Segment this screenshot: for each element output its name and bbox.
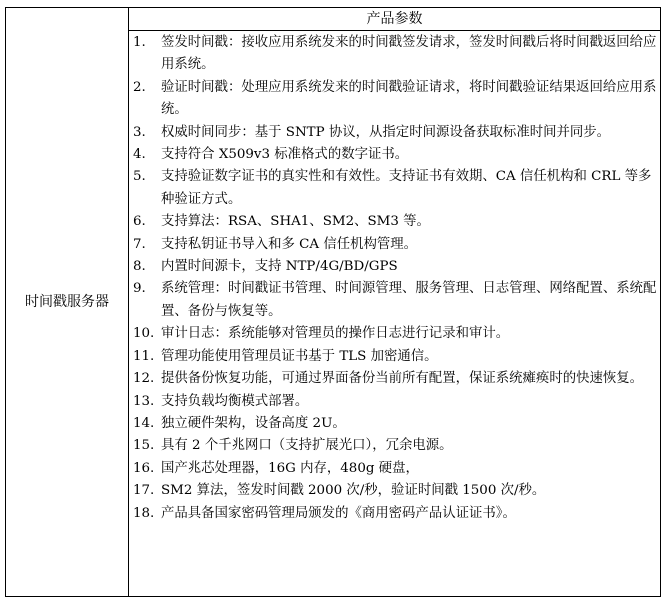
param-text: 支持负载均衡模式部署。 bbox=[161, 393, 309, 409]
param-number: 13. bbox=[133, 393, 155, 409]
param-list bbox=[133, 32, 658, 525]
param-number: 16. bbox=[133, 460, 155, 476]
param-text: 内置时间源卡，支持 NTP/4G/BD/GPS bbox=[161, 259, 398, 275]
param-item bbox=[133, 391, 658, 413]
param-item bbox=[133, 234, 658, 256]
param-number: 10. bbox=[133, 326, 155, 342]
param-number: 6. bbox=[133, 214, 146, 230]
param-item bbox=[133, 166, 658, 211]
param-text: 管理功能使用管理员证书基于 TLS 加密通信。 bbox=[161, 348, 438, 364]
param-text: 国产兆芯处理器，16G 内存，480g 硬盘， bbox=[161, 460, 419, 476]
param-text: 审计日志：系统能够对管理员的操作日志进行记录和审计。 bbox=[161, 326, 510, 342]
spec-table bbox=[5, 7, 661, 597]
param-number: 11. bbox=[133, 348, 155, 364]
param-item bbox=[133, 77, 658, 122]
param-text: 权威时间同步：基于 SNTP 协议，从指定时间源设备获取标准时间并同步。 bbox=[161, 124, 611, 140]
param-item bbox=[133, 211, 658, 233]
param-number: 9. bbox=[133, 281, 146, 297]
param-number: 3. bbox=[133, 124, 146, 140]
param-number: 14. bbox=[133, 415, 155, 431]
param-item bbox=[133, 435, 658, 457]
param-text: 支持私钥证书导入和多 CA 信任机构管理。 bbox=[161, 236, 418, 252]
params-header: 产品参数 bbox=[366, 11, 423, 27]
param-item bbox=[133, 278, 658, 323]
param-text: 提供备份恢复功能，可通过界面备份当前所有配置，保证系统瘫痪时的快速恢复。 bbox=[161, 371, 644, 387]
param-text: 支持算法：RSA、SHA1、SM2、SM3 等。 bbox=[161, 214, 430, 230]
param-item bbox=[133, 144, 658, 166]
product-name: 时间戳服务器 bbox=[25, 294, 109, 310]
header-row bbox=[6, 8, 661, 31]
param-number: 15. bbox=[133, 438, 155, 454]
param-item bbox=[133, 32, 658, 77]
param-number: 1. bbox=[133, 35, 146, 50]
param-number: 5. bbox=[133, 169, 146, 185]
param-item bbox=[133, 458, 658, 480]
param-text: 支持符合 X509v3 标准格式的数字证书。 bbox=[161, 147, 409, 163]
param-item bbox=[133, 368, 658, 390]
param-item bbox=[133, 256, 658, 278]
param-number: 7. bbox=[133, 236, 146, 252]
param-text: 签发时间戳：接收应用系统发来的时间戳签发请求，签发时间戳后将时间戳返回给应用系统。 bbox=[161, 35, 657, 73]
param-item bbox=[133, 413, 658, 435]
param-number: 12. bbox=[133, 371, 155, 387]
param-text: 产品具备国家密码管理局颁发的《商用密码产品认证证书》。 bbox=[161, 505, 516, 521]
param-text: 独立硬件架构，设备高度 2U。 bbox=[161, 415, 346, 431]
param-item bbox=[133, 346, 658, 368]
param-number: 18. bbox=[133, 505, 155, 521]
product-name-cell bbox=[6, 8, 129, 597]
param-item bbox=[133, 480, 658, 502]
param-number: 2. bbox=[133, 79, 146, 95]
param-number: 4. bbox=[133, 147, 146, 163]
param-text: 支持验证数字证书的真实性和有效性。支持证书有效期、CA 信任机构和 CRL 等多种验证方式。 bbox=[161, 169, 652, 207]
param-number: 17. bbox=[133, 483, 155, 499]
param-item bbox=[133, 122, 658, 144]
param-item bbox=[133, 323, 658, 345]
param-number: 8. bbox=[133, 259, 146, 275]
param-text: 具有 2 个千兆网口（支持扩展光口），冗余电源。 bbox=[161, 438, 453, 454]
param-text: 系统管理：时间戳证书管理、时间源管理、服务管理、日志管理、网络配置、系统配置、备份与恢复等。 bbox=[161, 281, 657, 319]
param-item bbox=[133, 503, 658, 525]
header-cell bbox=[129, 8, 661, 31]
param-text: 验证时间戳：处理应用系统发来的时间戳验证请求，将时间戳验证结果返回给应用系统。 bbox=[161, 79, 657, 118]
param-text: SM2 算法，签发时间戳 2000 次/秒，验证时间戳 1500 次/秒。 bbox=[161, 483, 546, 499]
params-cell bbox=[129, 31, 661, 597]
